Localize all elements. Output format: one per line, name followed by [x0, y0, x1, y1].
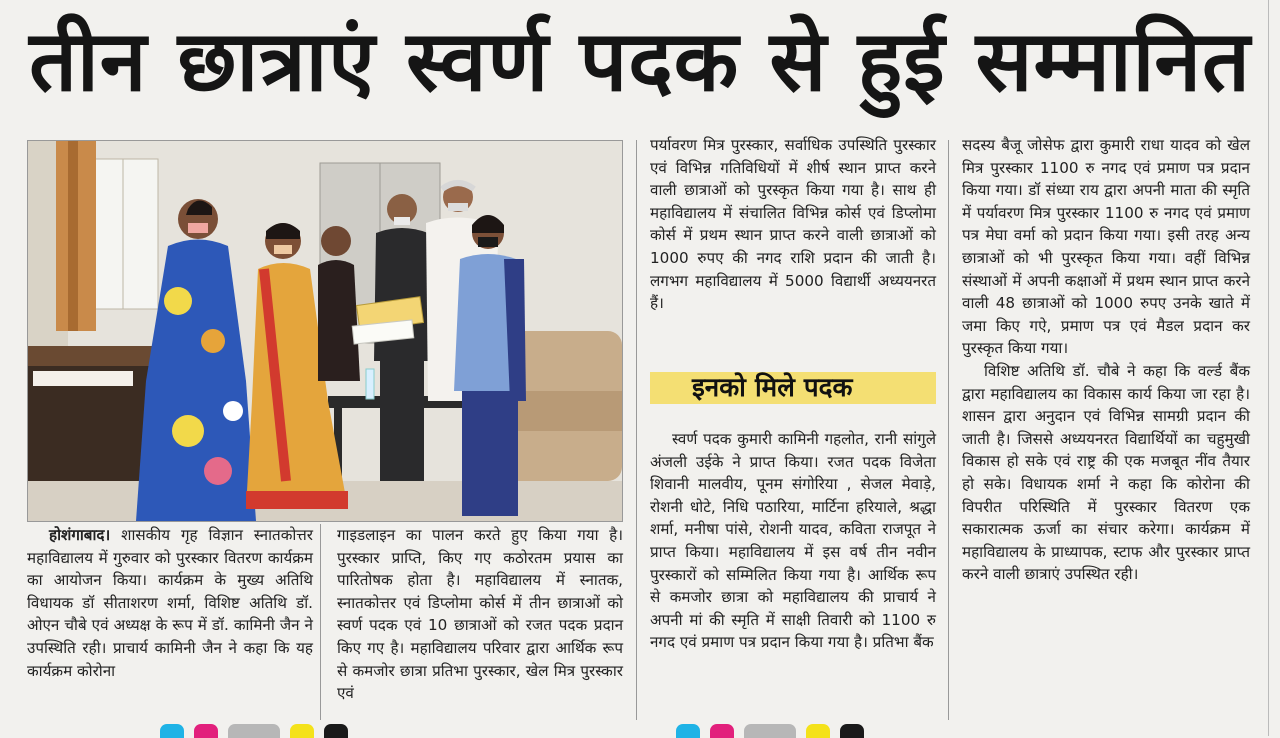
page-edge: [1268, 0, 1269, 736]
dateline: होशंगाबाद।: [49, 526, 111, 544]
news-photo: [27, 140, 623, 522]
column-divider: [948, 140, 949, 720]
headline: तीन छात्राएं स्वर्ण पदक से हुई सम्मानित: [29, 12, 1251, 110]
subheading: इनको मिले पदक: [650, 372, 936, 404]
column-divider: [320, 524, 321, 720]
column-2-text: गाइडलाइन का पालन करते हुए किया गया है। पुरस्कार प्राप्ति, किए गए कठोरतम प्रयास का पारितोषक होता है। महाविद्यालय में स्नातक, स्नातकोत्तर एवं डिप्लोमा कोर्स में तीन छात्राओं को स्वर्ण पदक एवं 10 छात्राओं को रजत पदक प्रदान किए गए है। महाविद्यालय परिवार द्वारा आर्थिक रूप से कमजोर छात्रा प्रतिभा पुरस्कार, खेल मित्र पुरस्कार एवं: [337, 526, 623, 703]
column-divider: [636, 140, 637, 720]
article-column-4: [962, 134, 1250, 586]
column-3-top-text: पर्यावरण मित्र पुरस्कार, सर्वाधिक उपस्थिति पुरस्कार एवं विभिन्न गतिविधियों में शीर्ष स्थान प्राप्त करने वाली छात्राओं को पुरस्कृत किया गया है। साथ ही महाविद्यालय में संचालित विभिन्न कोर्स एवं डिप्लोमा कोर्स में प्रथम स्थान प्राप्त करने वाली छात्राओं को 1000 रुपए की नगद राशि प्रदान की जाती है। लगभग महाविद्यालय में 5000 विद्यार्थी अध्ययनरत हैं।: [650, 136, 936, 313]
article-column-3-top: [650, 134, 936, 315]
column-4-para-1: सदस्य बैजू जोसेफ द्वारा कुमारी राधा यादव को खेल मित्र पुरस्कार 1100 रु नगद एवं प्रमाण पत्र प्रदान किया गया। डॉ संध्या राय द्वारा अपनी माता की स्मृति में पर्यावरण मित्र पुरस्कार 1100 रु नगद एवं प्रमाण पत्र मेघा वर्मा को प्रदान किया गया। इसी तरह अन्य छात्राओं को भी पुरस्कृत किया गया। वहीं विभिन्न संस्थाओं में अपनी कक्षाओं में प्रथम स्थान प्राप्त करने वाली 48 छात्राओं को 1000 रुपए उनके खाते में जमा किए गऐ, प्रमाण पत्र एवं मैडल प्रदान कर पुरस्कृत किया गया।: [962, 136, 1250, 358]
column-3-bottom-text: स्वर्ण पदक कुमारी कामिनी गहलोत, रानी सांगुले अंजली उईके ने प्राप्त किया। रजत पदक विजेता शिवानी मालवीय, पूनम संगोरिया , सेजल मेवाड़े, रोशनी धोटे, निधि पठारिया, मार्टिना हरियाले, श्रद्धा शर्मा, मनीषा पांसे, रोशनी यादव, कविता राजपूत ने प्राप्त किया। महाविद्यालय में इस वर्ष तीन नवीन पुरस्कारों को सम्मिलित किया गया है। आर्थिक रूप से कमजोर छात्रा को महाविद्यालय की प्राचार्य ने अपनी मां की स्मृति में साक्षी तिवारी को 1100 रु नगद एवं प्रमाण पत्र प्रदान किया गया है। प्रतिभा बैंक: [650, 430, 936, 652]
column-4-para-2: विशिष्ट अतिथि डॉ. चौबे ने कहा कि वर्ल्ड बैंक द्वारा महाविद्यालय का विकास कार्य किया जा रहा है। शासन द्वारा अनुदान एवं विभिन्न सामग्री प्रदान की जाती है। जिससे अध्ययनरत विद्यार्थियों का चहुमुखी विकास हो सके एवं राष्ट्र की एक मजबूत नींव तैयार हो सके। विधायक शर्मा ने कहा कि कोरोना की विपरीत परिस्थिति में पुरस्कार वितरण एक सकारात्मक ऊर्जा का संचार करेगा। कार्यक्रम में महाविद्यालय के प्राध्यापक, स्टाफ और पुरस्कार प्राप्त करने वाली छात्राएं उपस्थित रही।: [962, 361, 1250, 584]
article-column-2: [337, 524, 623, 705]
article-column-1: [27, 524, 313, 682]
column-1-text: शासकीय गृह विज्ञान स्नातकोत्तर महाविद्यालय में गुरुवार को पुरस्कार वितरण कार्यक्रम का आयोजन किया। कार्यक्रम के मुख्य अतिथि विधायक डॉ सीताशरण शर्मा, विशिष्ट अतिथि डॉ. ओएन चौबे एवं अध्यक्ष के रूप में डॉ. कामिनी जैन ने उपस्थिति रही। प्राचार्य कामिनी जैन ने कहा कि यह कार्यक्रम कोरोना: [27, 526, 313, 680]
article-column-3-bottom: [650, 428, 936, 654]
